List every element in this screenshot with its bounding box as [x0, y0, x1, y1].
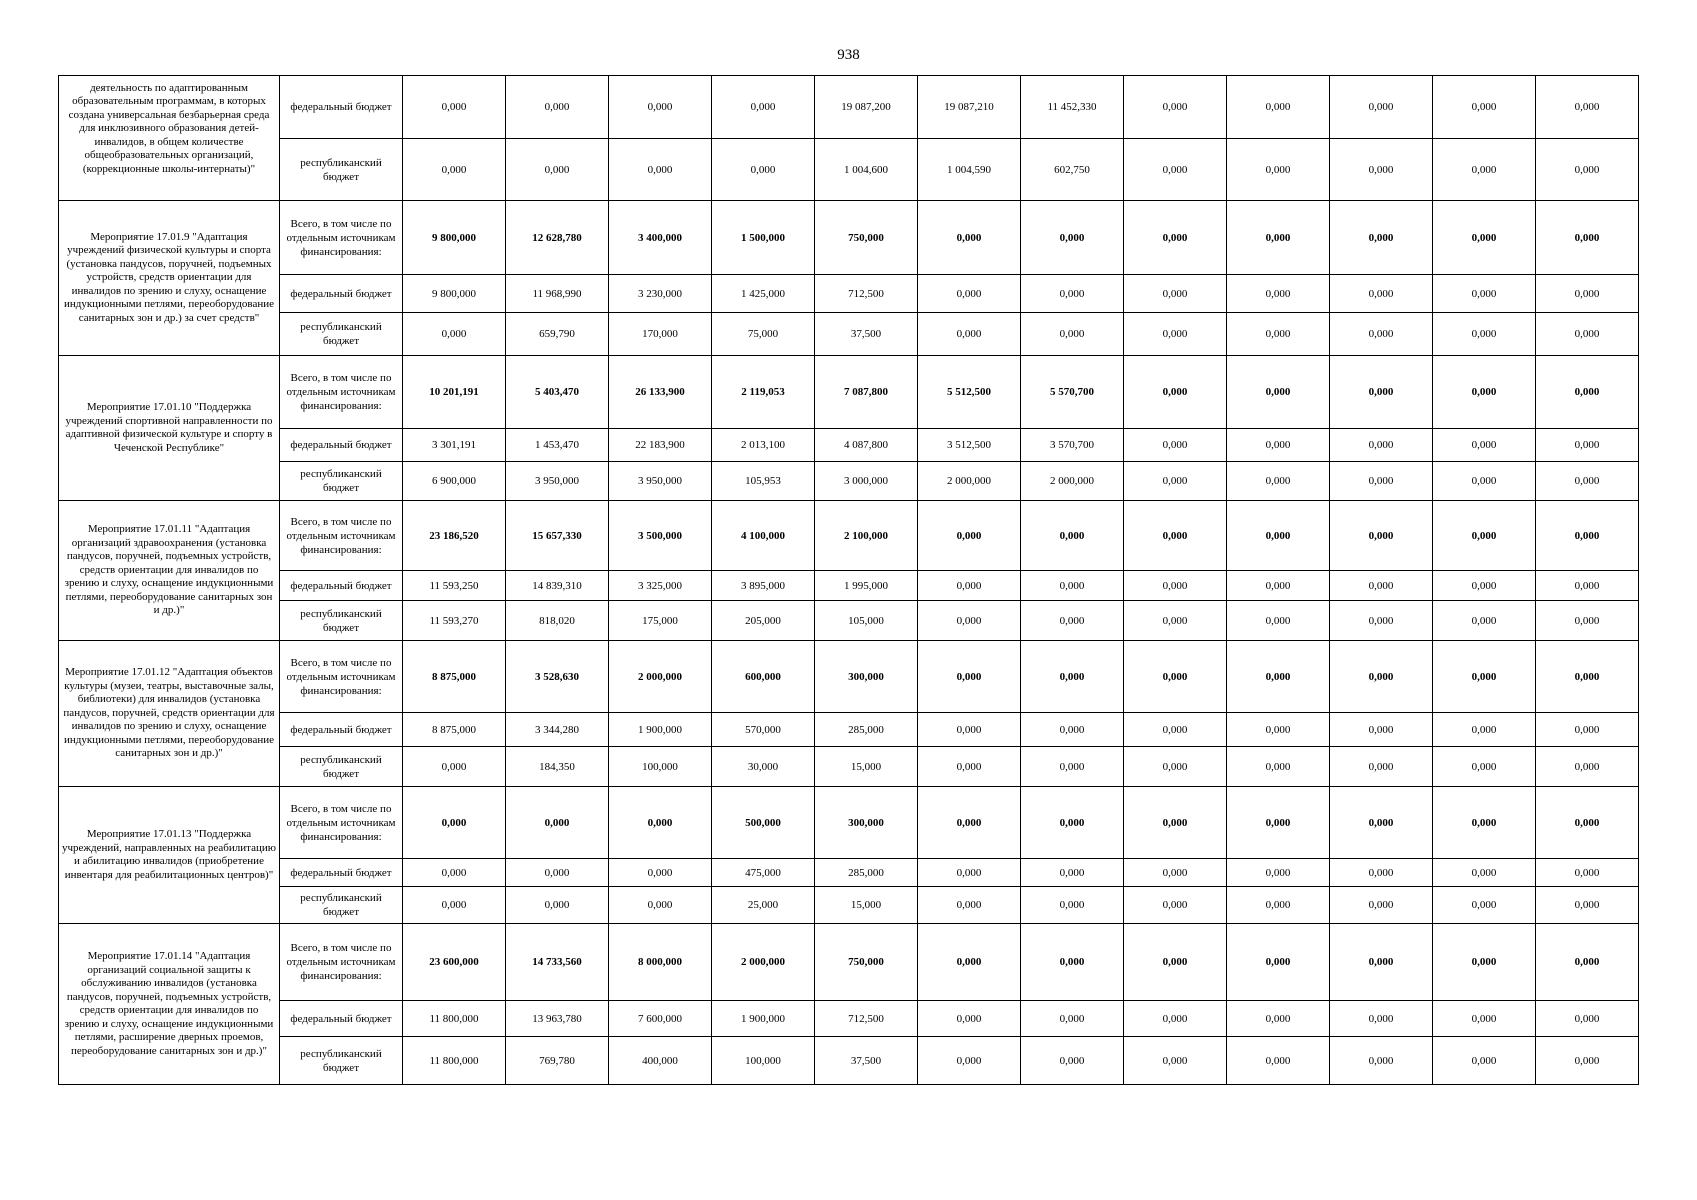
amount-cell: 0,000	[1330, 601, 1433, 641]
amount-cell: 105,000	[815, 601, 918, 641]
amount-cell: 285,000	[815, 713, 918, 747]
amount-cell: 0,000	[1227, 887, 1330, 924]
amount-cell: 0,000	[1227, 356, 1330, 429]
amount-cell: 205,000	[712, 601, 815, 641]
amount-cell: 0,000	[609, 139, 712, 201]
amount-cell: 0,000	[1330, 313, 1433, 356]
amount-cell: 0,000	[1021, 201, 1124, 275]
amount-cell: 0,000	[1536, 1001, 1639, 1037]
amount-cell: 37,500	[815, 1037, 918, 1085]
amount-cell: 0,000	[1536, 501, 1639, 571]
amount-cell: 26 133,900	[609, 356, 712, 429]
amount-cell: 0,000	[1433, 787, 1536, 859]
funding-source: Всего, в том числе по отдельным источникам финансирования:	[280, 501, 403, 571]
measure-text: Мероприятие 17.01.11 "Адаптация организаций здравоохранения (установка пандусов, поручней, подъемных устройств, средств ориентации для инвалидов по зрению и слуху, оснащение индукционными петлями, переоборудование санитарных зон и др.)"	[64, 523, 274, 617]
amount-cell: 0,000	[1227, 429, 1330, 462]
funding-source: республиканский бюджет	[280, 887, 403, 924]
amount-cell: 0,000	[1433, 924, 1536, 1001]
funding-source: федеральный бюджет	[280, 713, 403, 747]
amount-cell: 0,000	[1124, 356, 1227, 429]
amount-cell: 0,000	[1536, 76, 1639, 139]
amount-cell: 3 400,000	[609, 201, 712, 275]
amount-cell: 0,000	[403, 139, 506, 201]
amount-cell: 0,000	[712, 76, 815, 139]
measure-text: Мероприятие 17.01.10 "Поддержка учреждений спортивной направленности по адаптивной физической культуре и спорту в Чеченской Республике"	[65, 401, 273, 454]
amount-cell: 11 452,330	[1021, 76, 1124, 139]
amount-cell: 0,000	[1330, 787, 1433, 859]
amount-cell: 0,000	[1330, 139, 1433, 201]
amount-cell: 0,000	[1536, 356, 1639, 429]
amount-cell: 0,000	[1124, 859, 1227, 887]
table-row	[59, 356, 1639, 429]
amount-cell: 0,000	[1021, 787, 1124, 859]
amount-cell: 11 800,000	[403, 1001, 506, 1037]
funding-source: республиканский бюджет	[280, 313, 403, 356]
amount-cell: 23 600,000	[403, 924, 506, 1001]
amount-cell: 3 230,000	[609, 275, 712, 313]
amount-cell: 0,000	[403, 887, 506, 924]
amount-cell: 13 963,780	[506, 1001, 609, 1037]
amount-cell: 0,000	[1021, 501, 1124, 571]
budget-table	[58, 75, 1639, 1085]
amount-cell: 0,000	[1227, 859, 1330, 887]
amount-cell: 0,000	[1227, 747, 1330, 787]
amount-cell: 0,000	[918, 571, 1021, 601]
amount-cell: 0,000	[1330, 501, 1433, 571]
amount-cell: 0,000	[1227, 787, 1330, 859]
amount-cell: 11 593,250	[403, 571, 506, 601]
amount-cell: 0,000	[1227, 571, 1330, 601]
table-row	[59, 859, 1639, 887]
amount-cell: 0,000	[1124, 747, 1227, 787]
amount-cell: 500,000	[712, 787, 815, 859]
amount-cell: 0,000	[1330, 462, 1433, 501]
amount-cell: 0,000	[1536, 462, 1639, 501]
table-row	[59, 462, 1639, 501]
amount-cell: 5 403,470	[506, 356, 609, 429]
amount-cell: 12 628,780	[506, 201, 609, 275]
amount-cell: 1 500,000	[712, 201, 815, 275]
amount-cell: 2 000,000	[918, 462, 1021, 501]
amount-cell: 14 839,310	[506, 571, 609, 601]
amount-cell: 0,000	[403, 313, 506, 356]
amount-cell: 0,000	[918, 201, 1021, 275]
amount-cell: 0,000	[1433, 501, 1536, 571]
amount-cell: 300,000	[815, 641, 918, 713]
amount-cell: 30,000	[712, 747, 815, 787]
table-row	[59, 601, 1639, 641]
amount-cell: 0,000	[1124, 1001, 1227, 1037]
amount-cell: 184,350	[506, 747, 609, 787]
amount-cell: 0,000	[1021, 747, 1124, 787]
amount-cell: 100,000	[609, 747, 712, 787]
amount-cell: 0,000	[506, 139, 609, 201]
table-row	[59, 571, 1639, 601]
table-row	[59, 429, 1639, 462]
measure-text: Мероприятие 17.01.13 "Поддержка учреждений, направленных на реабилитацию и абилитацию инвалидов (приобретение инвентаря для реабилитационных центров)"	[62, 828, 276, 881]
amount-cell: 0,000	[1433, 201, 1536, 275]
amount-cell: 22 183,900	[609, 429, 712, 462]
amount-cell: 0,000	[1330, 1037, 1433, 1085]
amount-cell: 1 995,000	[815, 571, 918, 601]
amount-cell: 3 528,630	[506, 641, 609, 713]
table-row	[59, 887, 1639, 924]
amount-cell: 0,000	[1536, 601, 1639, 641]
measure-cell	[59, 201, 280, 356]
amount-cell: 0,000	[1536, 887, 1639, 924]
table-row	[59, 787, 1639, 859]
table-row	[59, 76, 1639, 139]
amount-cell: 0,000	[1021, 601, 1124, 641]
amount-cell: 0,000	[1227, 713, 1330, 747]
funding-source: республиканский бюджет	[280, 139, 403, 201]
amount-cell: 0,000	[1330, 887, 1433, 924]
page-number: 938	[837, 47, 860, 63]
funding-source: Всего, в том числе по отдельным источникам финансирования:	[280, 924, 403, 1001]
amount-cell: 0,000	[1330, 429, 1433, 462]
amount-cell: 0,000	[1021, 887, 1124, 924]
measure-text: Мероприятие 17.01.12 "Адаптация объектов культуры (музеи, театры, выставочные залы, библиотеки) для инвалидов (установка пандусов, поручней, средств ориентации для инвалидов по зрению и слуху, оснащение индукционными петлями, переоборудование санитарных зон и др.)"	[63, 666, 275, 760]
amount-cell: 0,000	[918, 313, 1021, 356]
amount-cell: 0,000	[1536, 641, 1639, 713]
amount-cell: 8 000,000	[609, 924, 712, 1001]
amount-cell: 0,000	[1124, 313, 1227, 356]
amount-cell: 300,000	[815, 787, 918, 859]
amount-cell: 0,000	[918, 713, 1021, 747]
amount-cell: 0,000	[1536, 275, 1639, 313]
amount-cell: 750,000	[815, 924, 918, 1001]
amount-cell: 0,000	[1021, 313, 1124, 356]
table-row	[59, 747, 1639, 787]
amount-cell: 0,000	[1124, 462, 1227, 501]
amount-cell: 400,000	[609, 1037, 712, 1085]
amount-cell: 3 570,700	[1021, 429, 1124, 462]
amount-cell: 0,000	[1433, 356, 1536, 429]
amount-cell: 0,000	[1536, 139, 1639, 201]
amount-cell: 9 800,000	[403, 201, 506, 275]
amount-cell: 5 570,700	[1021, 356, 1124, 429]
amount-cell: 0,000	[1124, 787, 1227, 859]
amount-cell: 0,000	[1433, 275, 1536, 313]
funding-source: республиканский бюджет	[280, 462, 403, 501]
amount-cell: 0,000	[1536, 571, 1639, 601]
table-row	[59, 1001, 1639, 1037]
amount-cell: 0,000	[1433, 76, 1536, 139]
amount-cell: 0,000	[1021, 859, 1124, 887]
amount-cell: 2 000,000	[1021, 462, 1124, 501]
amount-cell: 75,000	[712, 313, 815, 356]
funding-source: республиканский бюджет	[280, 1037, 403, 1085]
amount-cell: 14 733,560	[506, 924, 609, 1001]
budget-table-body	[59, 76, 1639, 1085]
amount-cell: 0,000	[918, 859, 1021, 887]
measure-cell	[59, 787, 280, 924]
amount-cell: 0,000	[918, 601, 1021, 641]
amount-cell: 3 325,000	[609, 571, 712, 601]
amount-cell: 0,000	[1227, 139, 1330, 201]
amount-cell: 11 800,000	[403, 1037, 506, 1085]
measure-cell	[59, 641, 280, 787]
amount-cell: 0,000	[1433, 859, 1536, 887]
amount-cell: 0,000	[1536, 1037, 1639, 1085]
amount-cell: 3 000,000	[815, 462, 918, 501]
amount-cell: 1 004,600	[815, 139, 918, 201]
amount-cell: 0,000	[506, 787, 609, 859]
table-row	[59, 139, 1639, 201]
amount-cell: 0,000	[1124, 713, 1227, 747]
amount-cell: 2 119,053	[712, 356, 815, 429]
amount-cell: 570,000	[712, 713, 815, 747]
amount-cell: 175,000	[609, 601, 712, 641]
amount-cell: 1 900,000	[609, 713, 712, 747]
funding-source: федеральный бюджет	[280, 429, 403, 462]
amount-cell: 0,000	[506, 887, 609, 924]
funding-source: республиканский бюджет	[280, 601, 403, 641]
amount-cell: 0,000	[1330, 76, 1433, 139]
amount-cell: 0,000	[403, 787, 506, 859]
amount-cell: 0,000	[1330, 356, 1433, 429]
amount-cell: 0,000	[1021, 1001, 1124, 1037]
amount-cell: 10 201,191	[403, 356, 506, 429]
amount-cell: 0,000	[1536, 787, 1639, 859]
amount-cell: 7 087,800	[815, 356, 918, 429]
amount-cell: 15 657,330	[506, 501, 609, 571]
amount-cell: 11 968,990	[506, 275, 609, 313]
amount-cell: 0,000	[1433, 429, 1536, 462]
amount-cell: 19 087,210	[918, 76, 1021, 139]
amount-cell: 0,000	[1124, 571, 1227, 601]
amount-cell: 0,000	[1330, 713, 1433, 747]
amount-cell: 0,000	[1536, 429, 1639, 462]
table-row	[59, 641, 1639, 713]
amount-cell: 0,000	[609, 76, 712, 139]
amount-cell: 37,500	[815, 313, 918, 356]
amount-cell: 2 000,000	[609, 641, 712, 713]
amount-cell: 600,000	[712, 641, 815, 713]
table-row	[59, 713, 1639, 747]
amount-cell: 0,000	[1330, 571, 1433, 601]
amount-cell: 659,790	[506, 313, 609, 356]
amount-cell: 0,000	[1227, 641, 1330, 713]
amount-cell: 2 100,000	[815, 501, 918, 571]
amount-cell: 105,953	[712, 462, 815, 501]
measure-cell	[59, 501, 280, 641]
funding-source: федеральный бюджет	[280, 859, 403, 887]
funding-source: федеральный бюджет	[280, 571, 403, 601]
amount-cell: 0,000	[1433, 462, 1536, 501]
amount-cell: 0,000	[1124, 924, 1227, 1001]
amount-cell: 0,000	[1433, 887, 1536, 924]
amount-cell: 0,000	[1536, 313, 1639, 356]
measure-cell	[59, 356, 280, 501]
amount-cell: 0,000	[918, 747, 1021, 787]
amount-cell: 0,000	[609, 887, 712, 924]
amount-cell: 475,000	[712, 859, 815, 887]
amount-cell: 7 600,000	[609, 1001, 712, 1037]
measure-text: Мероприятие 17.01.9 "Адаптация учреждений физической культуры и спорта (установка пандусов, поручней, подъемных устройств, средств ориентации для инвалидов по зрению и слуху, оснащение индукционными петлями, переоборудование санитарных зон и др.) за счет средств"	[63, 230, 275, 324]
amount-cell: 0,000	[1433, 601, 1536, 641]
measure-cell	[59, 76, 280, 201]
amount-cell: 11 593,270	[403, 601, 506, 641]
amount-cell: 4 100,000	[712, 501, 815, 571]
amount-cell: 0,000	[1433, 139, 1536, 201]
amount-cell: 0,000	[1433, 1001, 1536, 1037]
measure-cell	[59, 924, 280, 1085]
amount-cell: 100,000	[712, 1037, 815, 1085]
amount-cell: 170,000	[609, 313, 712, 356]
table-row	[59, 275, 1639, 313]
amount-cell: 0,000	[1227, 76, 1330, 139]
amount-cell: 9 800,000	[403, 275, 506, 313]
amount-cell: 0,000	[1433, 571, 1536, 601]
amount-cell: 0,000	[1124, 201, 1227, 275]
amount-cell: 3 512,500	[918, 429, 1021, 462]
funding-source: федеральный бюджет	[280, 76, 403, 139]
amount-cell: 0,000	[1433, 713, 1536, 747]
amount-cell: 0,000	[609, 787, 712, 859]
amount-cell: 0,000	[1536, 201, 1639, 275]
amount-cell: 750,000	[815, 201, 918, 275]
table-row	[59, 924, 1639, 1001]
amount-cell: 0,000	[918, 924, 1021, 1001]
amount-cell: 0,000	[1227, 313, 1330, 356]
amount-cell: 4 087,800	[815, 429, 918, 462]
amount-cell: 3 344,280	[506, 713, 609, 747]
funding-source: Всего, в том числе по отдельным источникам финансирования:	[280, 201, 403, 275]
amount-cell: 0,000	[1021, 571, 1124, 601]
funding-source: Всего, в том числе по отдельным источникам финансирования:	[280, 787, 403, 859]
amount-cell: 0,000	[1021, 641, 1124, 713]
amount-cell: 0,000	[1124, 887, 1227, 924]
table-row	[59, 501, 1639, 571]
amount-cell: 0,000	[1536, 859, 1639, 887]
amount-cell: 0,000	[1227, 275, 1330, 313]
amount-cell: 0,000	[1330, 201, 1433, 275]
measure-text: деятельность по адаптированным образовательным программам, в которых создана универсальная безбарьерная среда для инклюзивного образования детей-инвалидов, в общем количестве общеобразовательных организаций, (коррекционные школы-интернаты)"	[68, 81, 270, 175]
amount-cell: 0,000	[1124, 275, 1227, 313]
amount-cell: 0,000	[1330, 275, 1433, 313]
amount-cell: 0,000	[1021, 924, 1124, 1001]
amount-cell: 15,000	[815, 887, 918, 924]
amount-cell: 0,000	[1433, 1037, 1536, 1085]
amount-cell: 818,020	[506, 601, 609, 641]
amount-cell: 0,000	[918, 501, 1021, 571]
amount-cell: 0,000	[1330, 859, 1433, 887]
amount-cell: 0,000	[918, 787, 1021, 859]
amount-cell: 0,000	[1330, 1001, 1433, 1037]
amount-cell: 0,000	[1124, 601, 1227, 641]
amount-cell: 0,000	[1433, 641, 1536, 713]
amount-cell: 0,000	[1330, 641, 1433, 713]
amount-cell: 285,000	[815, 859, 918, 887]
funding-source: республиканский бюджет	[280, 747, 403, 787]
amount-cell: 0,000	[403, 747, 506, 787]
amount-cell: 0,000	[918, 887, 1021, 924]
amount-cell: 5 512,500	[918, 356, 1021, 429]
amount-cell: 1 004,590	[918, 139, 1021, 201]
amount-cell: 0,000	[403, 76, 506, 139]
amount-cell: 1 900,000	[712, 1001, 815, 1037]
amount-cell: 0,000	[1227, 1001, 1330, 1037]
amount-cell: 0,000	[506, 76, 609, 139]
amount-cell: 602,750	[1021, 139, 1124, 201]
amount-cell: 0,000	[1330, 747, 1433, 787]
table-row	[59, 1037, 1639, 1085]
amount-cell: 2 013,100	[712, 429, 815, 462]
amount-cell: 0,000	[1536, 924, 1639, 1001]
amount-cell: 0,000	[1433, 747, 1536, 787]
amount-cell: 0,000	[609, 859, 712, 887]
amount-cell: 0,000	[1227, 1037, 1330, 1085]
amount-cell: 0,000	[1227, 462, 1330, 501]
amount-cell: 0,000	[1227, 601, 1330, 641]
amount-cell: 8 875,000	[403, 641, 506, 713]
amount-cell: 0,000	[1124, 641, 1227, 713]
amount-cell: 0,000	[403, 859, 506, 887]
amount-cell: 0,000	[1330, 924, 1433, 1001]
amount-cell: 712,500	[815, 1001, 918, 1037]
amount-cell: 1 453,470	[506, 429, 609, 462]
amount-cell: 19 087,200	[815, 76, 918, 139]
funding-source: Всего, в том числе по отдельным источникам финансирования:	[280, 641, 403, 713]
funding-source: Всего, в том числе по отдельным источникам финансирования:	[280, 356, 403, 429]
table-row	[59, 313, 1639, 356]
amount-cell: 0,000	[1124, 429, 1227, 462]
amount-cell: 0,000	[1021, 713, 1124, 747]
amount-cell: 0,000	[1124, 1037, 1227, 1085]
funding-source: федеральный бюджет	[280, 1001, 403, 1037]
amount-cell: 0,000	[918, 275, 1021, 313]
amount-cell: 0,000	[1433, 313, 1536, 356]
amount-cell: 3 301,191	[403, 429, 506, 462]
amount-cell: 2 000,000	[712, 924, 815, 1001]
amount-cell: 0,000	[1124, 139, 1227, 201]
amount-cell: 0,000	[1536, 713, 1639, 747]
amount-cell: 3 500,000	[609, 501, 712, 571]
amount-cell: 0,000	[1021, 275, 1124, 313]
amount-cell: 0,000	[1124, 501, 1227, 571]
amount-cell: 23 186,520	[403, 501, 506, 571]
amount-cell: 15,000	[815, 747, 918, 787]
amount-cell: 0,000	[918, 1001, 1021, 1037]
amount-cell: 712,500	[815, 275, 918, 313]
funding-source: федеральный бюджет	[280, 275, 403, 313]
table-row	[59, 201, 1639, 275]
amount-cell: 25,000	[712, 887, 815, 924]
amount-cell: 0,000	[918, 641, 1021, 713]
amount-cell: 6 900,000	[403, 462, 506, 501]
amount-cell: 0,000	[1227, 201, 1330, 275]
amount-cell: 0,000	[1124, 76, 1227, 139]
amount-cell: 0,000	[1227, 924, 1330, 1001]
measure-text: Мероприятие 17.01.14 "Адаптация организаций социальной защиты к обслуживанию инвалидов (установка пандусов, поручней, подъемных устройств, средств ориентации для инвалидов по зрению и слуху, оснащение индукционными петлями, расширение дверных проемов, переоборудование санитарных зон и др.)"	[64, 950, 274, 1057]
amount-cell: 0,000	[506, 859, 609, 887]
amount-cell: 1 425,000	[712, 275, 815, 313]
amount-cell: 0,000	[1536, 747, 1639, 787]
amount-cell: 0,000	[1021, 1037, 1124, 1085]
amount-cell: 3 950,000	[506, 462, 609, 501]
amount-cell: 3 895,000	[712, 571, 815, 601]
amount-cell: 8 875,000	[403, 713, 506, 747]
amount-cell: 0,000	[1227, 501, 1330, 571]
amount-cell: 3 950,000	[609, 462, 712, 501]
amount-cell: 769,780	[506, 1037, 609, 1085]
amount-cell: 0,000	[712, 139, 815, 201]
amount-cell: 0,000	[918, 1037, 1021, 1085]
